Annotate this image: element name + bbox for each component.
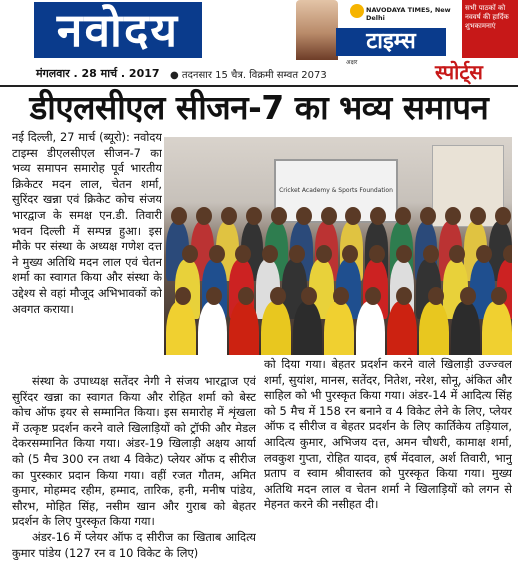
player-head xyxy=(316,245,332,263)
player-head xyxy=(221,207,237,225)
player-figure xyxy=(261,301,291,355)
player-figure xyxy=(356,301,386,355)
player-head xyxy=(289,245,305,263)
player-figure xyxy=(166,301,196,355)
article-column-1 xyxy=(12,130,162,375)
player-head xyxy=(503,245,512,263)
player-figure xyxy=(198,301,228,355)
player-head xyxy=(449,245,465,263)
article-paragraph: अंडर-16 में प्लेयर ऑफ द सीरीज का खिताब आदित्य कुमार पांडेय (127 रन व 10 विकेट के लिए) xyxy=(12,529,256,560)
article-paragraph: नई दिल्ली, 27 मार्च (ब्यूरो): नवोदय टाइम्स डीएलसीएल सीजन-7 का भव्य समापन समारोह पूर्व भारतीय क्रिकेटर मदन लाल, चेतन शर्मा, सुरिंदर खन्ना एवं क्रिकेट कोच संजय भारद्वाज के समक्ष एन.डी. तिवारी भवन दिल्ली में सम्पन्न हुआ। इस मौके पर संस्था के अध्यक्ष गणेश दत्त ने मुख्य अतिथि मदन लाल एवं चेतन शर्मा का स्वागत किया और संस्था के उद्देश्य से वहां मौजूद अभिभावकों को अवगत कराया। xyxy=(12,130,162,316)
promo-photo xyxy=(296,0,338,60)
newspaper-logo: नवोदय xyxy=(34,2,202,58)
sun-icon xyxy=(350,4,364,18)
player-figure xyxy=(293,301,323,355)
player-head xyxy=(423,245,439,263)
player-figure xyxy=(451,301,481,355)
player-figure xyxy=(482,301,512,355)
player-head xyxy=(470,207,486,225)
promo-line: NAVODAYA TIMES, New Delhi xyxy=(366,6,451,22)
screen-caption: Cricket Academy & Sports Foundation xyxy=(279,187,393,194)
player-figure xyxy=(324,301,354,355)
wall-banner xyxy=(432,145,504,227)
article-column-3 xyxy=(264,357,512,573)
player-head xyxy=(296,207,312,225)
calendar-note: ● तदनसार 15 चैत्र. विक्रमी सम्वत 2073 xyxy=(170,70,327,81)
player-head xyxy=(209,245,225,263)
player-head xyxy=(333,287,349,305)
newspaper-logo-secondary: टाइम्स xyxy=(336,28,446,56)
player-head xyxy=(175,287,191,305)
article-paragraph: को दिया गया। बेहतर प्रदर्शन करने वाले खिलाड़ी उज्ज्वल शर्मा, सुयांश, मानस, सतेंदर, नितेश, नरेश, सोनू, अंकित और साहिल को भी पुरस्कृत किया गया। अंडर-14 में आदित्य सिंह को 5 मैच में 158 रन बनाने व 4 विकेट लेने के लिए, प्लेयर ऑफ द सीरीज व बेहतर प्रदर्शन के लिए कार्तिकेय तड़ियाल, आदित्य कुमार, अभिजय दत्त, अमन चौधरी, कामाक्ष शर्मा, लवकुश गुप्ता, रोहित यादव, हर्ष मेंदवाल, अर्श तिवारी, भानु प्रताप व स्वाम श्रीवास्तव को पुरस्कृत किया गया। मुख्य अतिथि मदन लाल व चेतन शर्मा ने खिलाड़ियों को लगन से मेहनत करने की नसीहत दी। xyxy=(264,357,512,512)
article-paragraph: संस्था के उपाध्यक्ष सतेंदर नेगी ने संजय भारद्वाज एवं सुरिंदर खन्ना का स्वागत किया और रोहित शर्मा को बेस्ट कोच ऑफ इयर से सम्मानित किया। इस समारोह में शृंखला में उत्कृष्ट प्रदर्शन करने वाले खिलाड़ियों को ट्रॉफी और मेडल देकरसम्मानित किया गया। अंडर-19 खिलाड़ी अक्षय आर्या को (5 मैच 300 रन तथा 4 विकेट) प्लेयर ऑफ द सीरीज का पुरस्कार प्रदान किया गया। वहीं रजत गौतम, अमित कुमार, मोहम्मद रहीम, हम्माद, तारिक, हनी, मनीष पांडेय, सौरभ, मोहित सिंह, नसीम खान और गुराब को बेहतर प्रदर्शन के लिए पुरस्कृत किया गया। xyxy=(12,374,256,529)
player-head xyxy=(321,207,337,225)
player-head xyxy=(182,245,198,263)
greeting-ad: सभी पाठकों को नववर्ष की हार्दिक शुभकामनाएं xyxy=(462,0,518,58)
article-column-2 xyxy=(12,374,256,573)
player-head xyxy=(445,207,461,225)
player-head xyxy=(365,287,381,305)
player-head xyxy=(428,287,444,305)
event-photo xyxy=(164,137,512,355)
player-head xyxy=(171,207,187,225)
player-head xyxy=(460,287,476,305)
player-head xyxy=(495,207,511,225)
player-figure xyxy=(387,301,417,355)
player-figure xyxy=(229,301,259,355)
player-head xyxy=(262,245,278,263)
player-head xyxy=(270,287,286,305)
player-head xyxy=(271,207,287,225)
player-head xyxy=(196,207,212,225)
small-label: अक्षर xyxy=(346,59,358,66)
player-head xyxy=(396,245,412,263)
edition-date: मंगलवार . 28 मार्च . 2017 xyxy=(36,67,160,80)
player-head xyxy=(420,207,436,225)
player-head xyxy=(246,207,262,225)
player-head xyxy=(395,207,411,225)
player-figure xyxy=(419,301,449,355)
player-head xyxy=(238,287,254,305)
section-label: स्पोर्ट्स xyxy=(435,60,483,84)
headline: डीएलसीएल सीजन-7 का भव्य समापन xyxy=(29,88,489,127)
